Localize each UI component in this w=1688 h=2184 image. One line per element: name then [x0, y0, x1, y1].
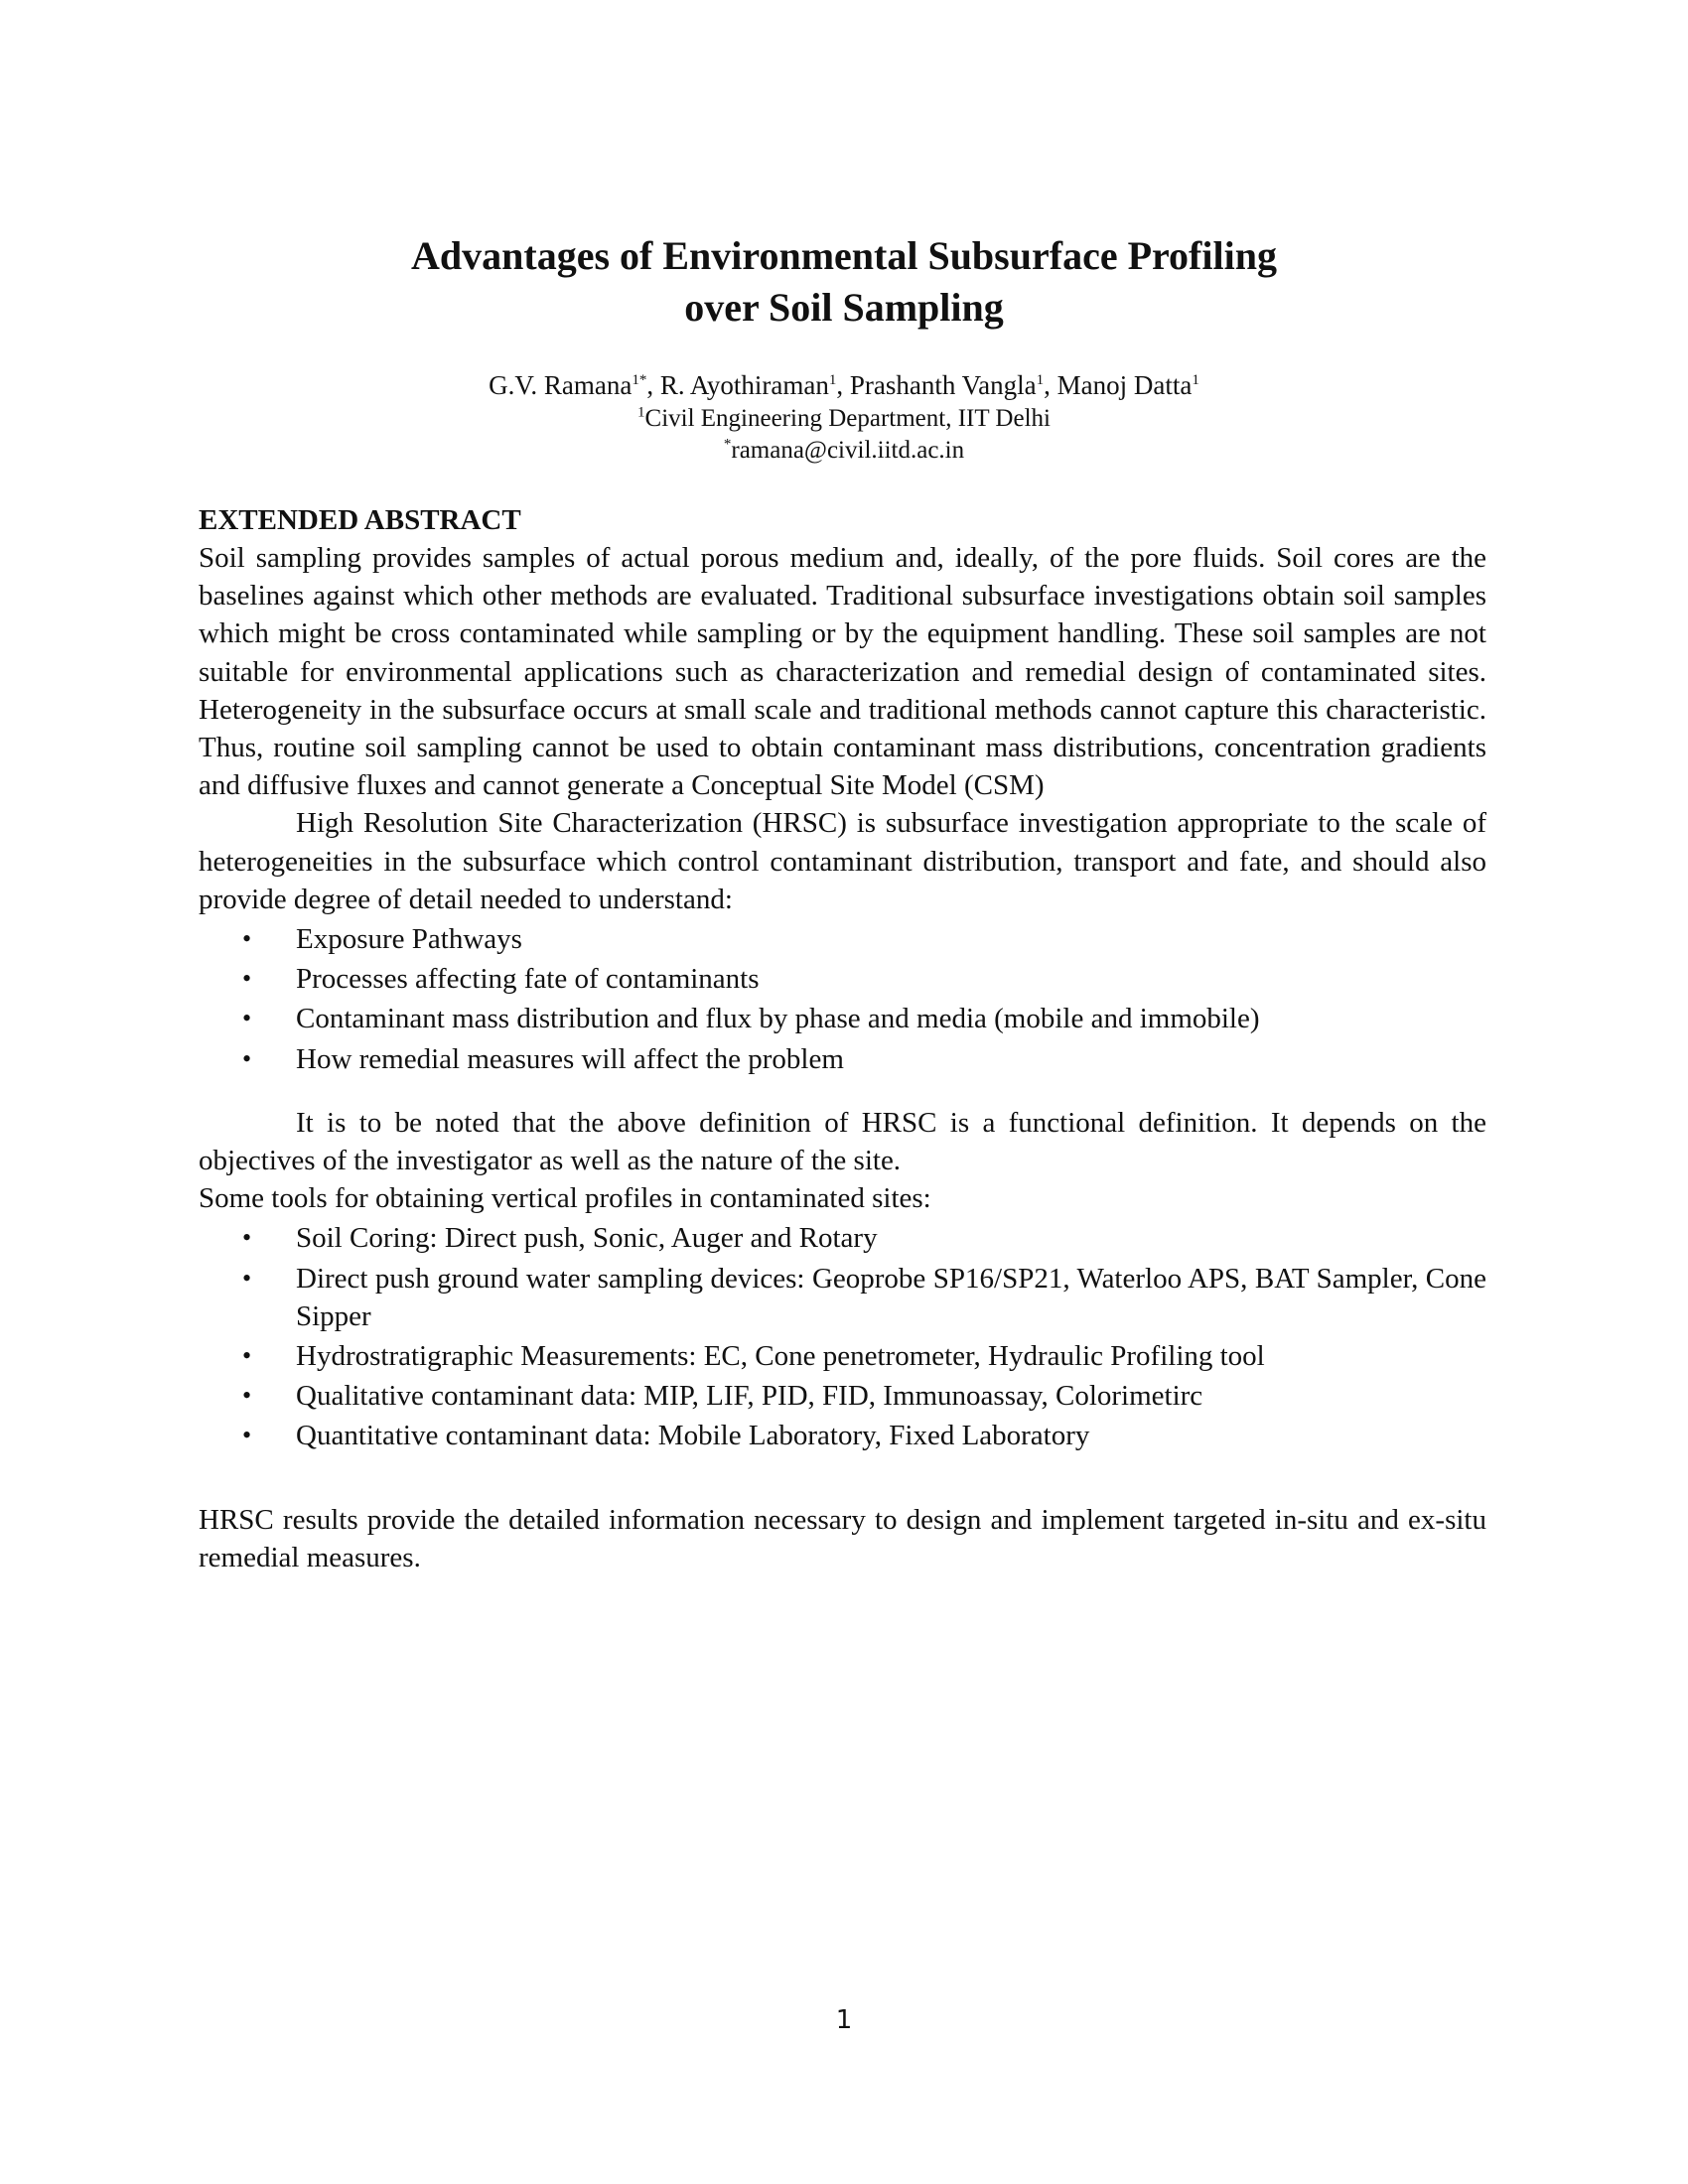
list-item — [199, 1377, 1486, 1415]
author-name: Manoj Datta — [1056, 370, 1193, 400]
list-item — [199, 1000, 1486, 1037]
author-superscript: 1 — [828, 372, 837, 388]
list-item — [199, 960, 1486, 998]
author-name: G.V. Ramana — [489, 370, 633, 400]
bullet-icon: • — [242, 1341, 252, 1371]
tools-intro: Some tools for obtaining vertical profiles in contaminated sites: — [199, 1182, 931, 1215]
bullet-icon: • — [242, 1043, 252, 1073]
list-item-text: Soil Coring: Direct push, Sonic, Auger and Rotary — [296, 1222, 878, 1255]
author-superscript: 1* — [632, 372, 647, 388]
paragraph-3: It is to be noted that the above definition of HRSC is a functional definition. It depends on the objectives of the investigator as well as the nature of the site. — [199, 1106, 1486, 1177]
author-name: Prashanth Vangla — [849, 370, 1037, 400]
list-item — [199, 1260, 1486, 1335]
bullet-list-tools — [199, 1219, 1486, 1454]
paper-title-line-2: over Soil Sampling — [684, 285, 1004, 330]
list-item — [199, 1417, 1486, 1454]
list-item-text: Contaminant mass distribution and flux by phase and media (mobile and immobile) — [296, 1003, 1260, 1035]
list-item-text: Exposure Pathways — [296, 923, 522, 956]
list-item — [199, 1219, 1486, 1257]
list-item-text: Hydrostratigraphic Measurements: EC, Cone penetrometer, Hydraulic Profiling tool — [296, 1340, 1265, 1373]
author-separator: , — [646, 370, 660, 400]
section-heading: EXTENDED ABSTRACT — [199, 504, 521, 536]
title-block — [199, 230, 1489, 334]
list-item-text: Direct push ground water sampling devices: Geoprobe SP16/SP21, Waterloo APS, BAT Sampler, Cone Sipper — [296, 1262, 1486, 1332]
author-superscript: 1 — [1036, 372, 1045, 388]
bullet-list-understanding — [199, 920, 1486, 1078]
corresponding-email — [199, 435, 1489, 467]
affiliation — [199, 403, 1489, 435]
list-item-text: Quantitative contaminant data: Mobile Laboratory, Fixed Laboratory — [296, 1420, 1090, 1452]
affiliation-superscript: 1 — [637, 404, 645, 421]
bullet-icon: • — [242, 1004, 252, 1033]
page-number: 1 — [835, 2005, 853, 2035]
bullet-icon: • — [242, 1421, 252, 1450]
list-item-text: Processes affecting fate of contaminants — [296, 963, 760, 996]
spacer — [199, 1080, 1486, 1104]
author-separator: , — [1044, 370, 1057, 400]
list-item — [199, 1337, 1486, 1375]
author-name: R. Ayothiraman — [659, 370, 829, 400]
abstract-body — [199, 501, 1486, 1576]
conclusion-paragraph: HRSC results provide the detailed information necessary to design and implement targeted in-situ and ex-situ remedial measures. — [199, 1503, 1486, 1573]
authors-block — [199, 367, 1489, 467]
paper-title-line-1: Advantages of Environmental Subsurface Profiling — [411, 233, 1277, 278]
list-item-text: How remedial measures will affect the problem — [296, 1042, 844, 1075]
paragraph-1: Soil sampling provides samples of actual porous medium and, ideally, of the pore fluids. Soil cores are the baselines against which other methods are evaluated. Traditional subsurface investigations obtain soil samples which might be cross contaminated while sampling or by the equipment handling. These soil samples are not suitable for environmental applications such as characterization and remedial design of contaminated sites. Heterogeneity in the subsurface occurs at small scale and traditional methods cannot capture this characteristic. Thus, routine soil sampling cannot be used to obtain contaminant mass distributions, concentration gradients and diffusive fluxes and cannot generate a Conceptual Site Model (CSM) — [199, 542, 1486, 802]
email-superscript: * — [723, 436, 732, 453]
bullet-icon: • — [242, 1223, 252, 1253]
author-list — [199, 367, 1489, 403]
bullet-icon: • — [242, 924, 252, 954]
author-separator: , — [836, 370, 850, 400]
bullet-icon: • — [242, 1381, 252, 1411]
paragraph-2: High Resolution Site Characterization (HRSC) is subsurface investigation appropriate to the scale of heterogeneities in the subsurface which control contaminant distribution, transport and fate, and should also provide degree of detail needed to understand: — [199, 807, 1486, 915]
bullet-icon: • — [242, 964, 252, 994]
author-superscript: 1 — [1192, 372, 1199, 388]
affiliation-text: Civil Engineering Department, IIT Delhi — [644, 405, 1051, 432]
list-item-text: Qualitative contaminant data: MIP, LIF, PID, FID, Immunoassay, Colorimetirc — [296, 1380, 1203, 1413]
list-item — [199, 1040, 1486, 1078]
list-item — [199, 920, 1486, 958]
spacer — [199, 1457, 1486, 1501]
email-text: ramana@civil.iitd.ac.in — [731, 437, 965, 464]
bullet-icon: • — [242, 1263, 252, 1293]
